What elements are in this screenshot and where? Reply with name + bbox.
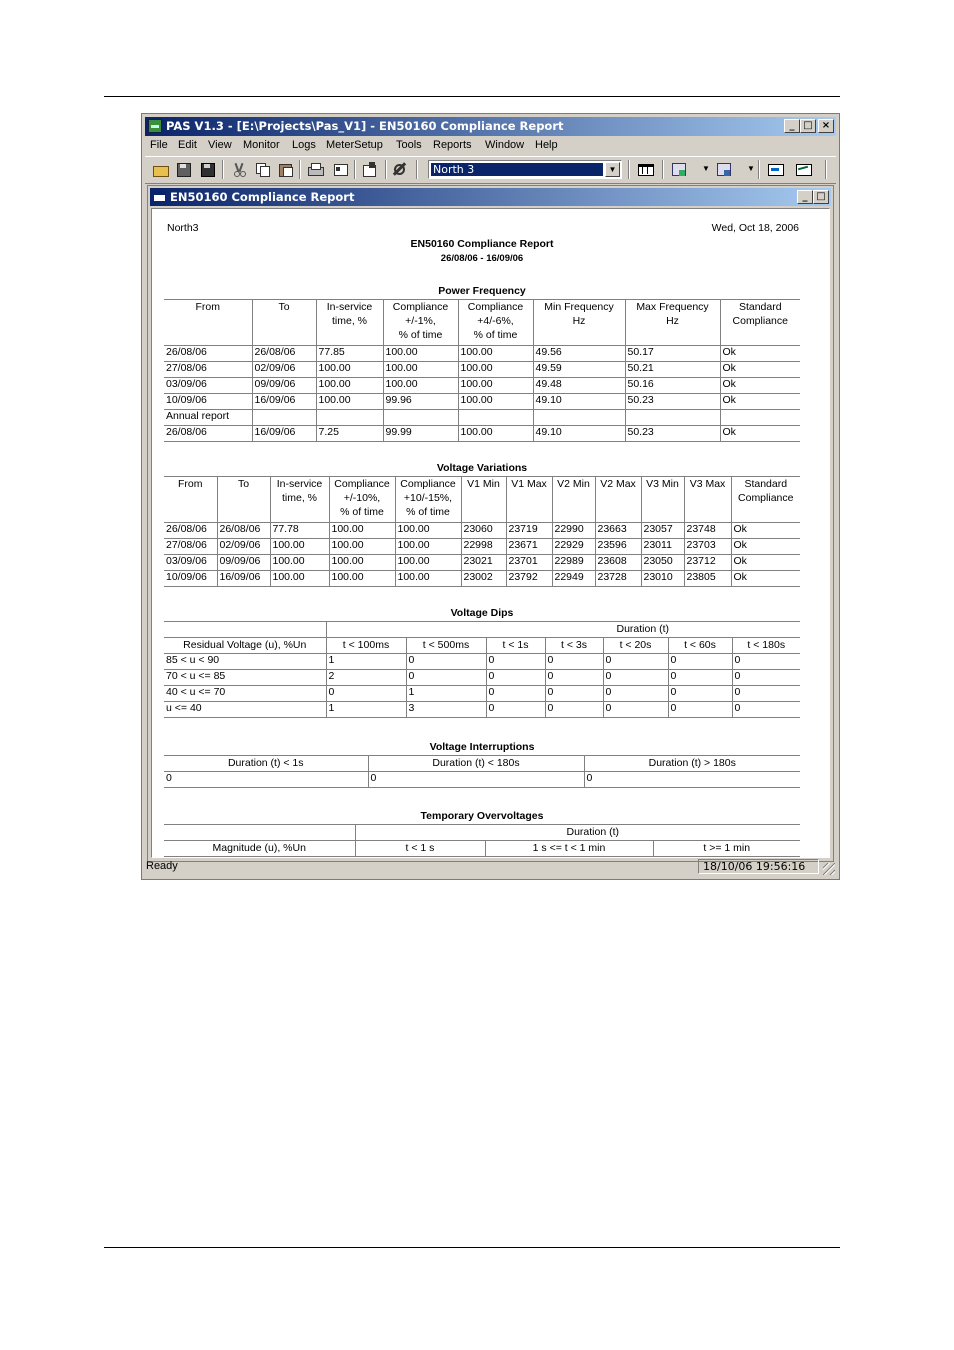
table-cell <box>533 410 625 426</box>
table-cell: 0 <box>668 686 732 702</box>
table-row <box>164 686 800 702</box>
toolbar-separator <box>416 160 418 179</box>
table-cell: 50.16 <box>625 378 720 394</box>
waveform-icon[interactable] <box>767 161 784 177</box>
cut-icon[interactable] <box>231 161 248 177</box>
vv-col-v1-max: V1 Max <box>506 477 552 523</box>
table-cell: 23010 <box>641 571 684 587</box>
vv-col-from: From <box>164 477 217 523</box>
table-cell: 100.00 <box>316 362 383 378</box>
dropdown-arrow-icon[interactable]: ▼ <box>747 164 755 173</box>
menu-edit[interactable]: Edit <box>178 139 197 151</box>
print-preview-icon[interactable] <box>332 161 349 177</box>
table-cell: 100.00 <box>458 346 533 362</box>
table-cell: 0 <box>545 654 603 670</box>
table-cell: 03/09/06 <box>164 378 252 394</box>
table-cell: 26/08/06 <box>164 426 252 442</box>
voltage-interruptions-table <box>164 755 800 788</box>
table-cell: 99.96 <box>383 394 458 410</box>
toolbar-separator <box>222 160 224 179</box>
dips-col-180s: t < 180s <box>732 638 800 654</box>
site-select[interactable] <box>428 160 622 179</box>
table-row <box>164 426 800 442</box>
voltage-variations-title: Voltage Variations <box>436 462 528 474</box>
table-cell: 0 <box>668 702 732 718</box>
table-cell: 16/09/06 <box>252 394 316 410</box>
child-title: EN50160 Compliance Report <box>170 190 355 204</box>
table-cell: Ok <box>731 523 800 539</box>
table-cell: 0 <box>732 686 800 702</box>
dips-group-blank <box>164 622 326 638</box>
table-cell: 2 <box>326 670 406 686</box>
table-cell: 70 < u <= 85 <box>164 670 326 686</box>
table-cell: u <= 40 <box>164 702 326 718</box>
app-title-bar[interactable] <box>145 117 836 136</box>
table-cell: 0 <box>668 654 732 670</box>
table-cell: 1 <box>326 702 406 718</box>
pf-col-inservice: In-service time, % <box>316 300 383 346</box>
table-cell: 100.00 <box>383 362 458 378</box>
table-cell: 100.00 <box>458 378 533 394</box>
table-row <box>164 362 800 378</box>
table-cell: 40 < u <= 70 <box>164 686 326 702</box>
table-cell: 0 <box>486 654 545 670</box>
table-row <box>164 378 800 394</box>
table-cell <box>720 410 800 426</box>
table-cell: 23050 <box>641 555 684 571</box>
pf-col-from: From <box>164 300 252 346</box>
table-cell: 100.00 <box>395 571 461 587</box>
table-cell: Ok <box>720 426 800 442</box>
pf-col-standard: Standard Compliance <box>720 300 800 346</box>
table-cell: 0 <box>603 702 668 718</box>
toolbar-separator <box>758 160 760 179</box>
menu-logs[interactable]: Logs <box>292 139 316 151</box>
page-bottom-rule <box>104 1247 840 1248</box>
table-cell: 23712 <box>684 555 731 571</box>
dips-col-100ms: t < 100ms <box>326 638 406 654</box>
toolbar-separator <box>299 160 301 179</box>
table-cell: 09/09/06 <box>217 555 270 571</box>
table-cell: 0 <box>603 670 668 686</box>
voltage-dips-table <box>164 621 800 718</box>
table-cell: 23060 <box>461 523 506 539</box>
pf-col-compliance-1: Compliance +/-1%, % of time <box>383 300 458 346</box>
toolbar-separator <box>628 160 630 179</box>
maximize-icon[interactable]: □ <box>813 190 829 204</box>
table-row <box>164 394 800 410</box>
report-view[interactable] <box>151 208 830 858</box>
menu-help[interactable]: Help <box>535 139 558 151</box>
tov-duration-group: Duration (t) <box>355 825 800 841</box>
table-row <box>164 772 800 788</box>
close-icon[interactable]: × <box>818 119 834 133</box>
dips-col-500ms: t < 500ms <box>406 638 486 654</box>
table-cell: 22989 <box>552 555 595 571</box>
voltage-interruptions-title: Voltage Interruptions <box>429 741 535 753</box>
table-row <box>164 571 800 587</box>
table-cell: 23728 <box>595 571 641 587</box>
table-cell: 100.00 <box>316 378 383 394</box>
temporary-overvoltages-table <box>164 824 800 857</box>
app-title: PAS V1.3 - [E:\Projects\Pas_V1] - EN50160 Compliance Report <box>166 119 564 133</box>
menu-tools[interactable]: Tools <box>396 139 422 151</box>
table-cell: 16/09/06 <box>217 571 270 587</box>
paste-icon[interactable] <box>277 161 294 177</box>
table-cell: Ok <box>731 539 800 555</box>
report-title: EN50160 Compliance Report <box>410 238 554 250</box>
power-frequency-title: Power Frequency <box>438 285 526 297</box>
power-frequency-table <box>164 299 800 442</box>
table-cell: 26/08/06 <box>164 523 217 539</box>
download-icon[interactable] <box>716 161 733 177</box>
table-cell: 23701 <box>506 555 552 571</box>
save-all-icon[interactable] <box>199 161 216 177</box>
toolbar-separator <box>385 160 387 179</box>
menu-file[interactable]: File <box>150 139 168 151</box>
table-cell: 23671 <box>506 539 552 555</box>
table-cell: Ok <box>720 394 800 410</box>
tov-col-1s-1min: 1 s <= t < 1 min <box>485 841 653 857</box>
table-cell: Ok <box>720 346 800 362</box>
open-folder-icon[interactable] <box>152 161 169 177</box>
upload-icon[interactable] <box>671 161 688 177</box>
vv-col-compliance-1015: Compliance +10/-15%, % of time <box>395 477 461 523</box>
dips-body <box>164 654 800 718</box>
dips-col-20s: t < 20s <box>603 638 668 654</box>
dips-duration-group: Duration (t) <box>326 622 800 638</box>
vv-col-v2-min: V2 Min <box>552 477 595 523</box>
table-cell: 22998 <box>461 539 506 555</box>
table-cell: 23596 <box>595 539 641 555</box>
dropdown-arrow-icon[interactable]: ▼ <box>702 164 710 173</box>
table-cell: 100.00 <box>329 555 395 571</box>
int-col-over-180s: Duration (t) > 180s <box>584 756 800 772</box>
table-cell: 100.00 <box>458 362 533 378</box>
menu-view[interactable]: View <box>208 139 232 151</box>
tov-group-blank <box>164 825 355 841</box>
dips-col-60s: t < 60s <box>668 638 732 654</box>
table-cell: 100.00 <box>329 571 395 587</box>
report-child-window <box>147 185 834 862</box>
table-cell: 23002 <box>461 571 506 587</box>
table-cell <box>252 410 316 426</box>
chevron-down-icon[interactable]: ▼ <box>605 162 620 177</box>
int-col-1s: Duration (t) < 1s <box>164 756 368 772</box>
menu-reports[interactable]: Reports <box>433 139 472 151</box>
table-cell: 49.56 <box>533 346 625 362</box>
menu-window[interactable]: Window <box>485 139 525 151</box>
table-cell: 09/09/06 <box>252 378 316 394</box>
tov-col-under-1s: t < 1 s <box>355 841 485 857</box>
table-row <box>164 702 800 718</box>
table-cell: 50.23 <box>625 426 720 442</box>
table-row <box>164 346 800 362</box>
table-cell: 3 <box>406 702 486 718</box>
table-cell: 49.48 <box>533 378 625 394</box>
table-cell: 77.85 <box>316 346 383 362</box>
table-cell: 77.78 <box>270 523 329 539</box>
table-cell: 23021 <box>461 555 506 571</box>
table-cell: 100.00 <box>329 539 395 555</box>
table-cell: 100.00 <box>458 426 533 442</box>
toolbar-separator <box>662 160 664 179</box>
table-cell: 100.00 <box>329 523 395 539</box>
status-bar <box>145 858 836 876</box>
table-cell: 23719 <box>506 523 552 539</box>
trend-icon[interactable] <box>795 161 812 177</box>
dips-col-3s: t < 3s <box>545 638 603 654</box>
table-cell: 1 <box>406 686 486 702</box>
status-clock: 18/10/06 19:56:16 <box>698 859 819 874</box>
table-cell: 03/09/06 <box>164 555 217 571</box>
menu-metersetup[interactable]: MeterSetup <box>326 139 383 151</box>
table-cell: Ok <box>720 362 800 378</box>
table-cell: 50.21 <box>625 362 720 378</box>
table-cell: Ok <box>731 555 800 571</box>
toolbar-separator <box>825 160 827 179</box>
table-cell: 0 <box>603 654 668 670</box>
report-period: 26/08/06 - 16/09/06 <box>440 253 524 264</box>
table-cell: 22929 <box>552 539 595 555</box>
table-cell: 26/08/06 <box>217 523 270 539</box>
table-cell <box>625 410 720 426</box>
vv-col-v3-min: V3 Min <box>641 477 684 523</box>
table-cell: 100.00 <box>383 346 458 362</box>
table-cell: 0 <box>668 670 732 686</box>
report-window-icon <box>153 191 166 202</box>
table-cell: 49.10 <box>533 394 625 410</box>
toolbar-separator <box>354 160 356 179</box>
table-cell <box>383 410 458 426</box>
menu-monitor[interactable]: Monitor <box>243 139 280 151</box>
table-cell: 100.00 <box>270 539 329 555</box>
table-cell: 26/08/06 <box>252 346 316 362</box>
vv-col-v1-min: V1 Min <box>461 477 506 523</box>
vv-col-v3-max: V3 Max <box>684 477 731 523</box>
table-row <box>164 555 800 571</box>
table-cell: 0 <box>164 772 368 788</box>
table-cell: 49.10 <box>533 426 625 442</box>
table-cell: 0 <box>545 686 603 702</box>
pas-app-icon <box>148 119 162 133</box>
table-cell: 100.00 <box>395 523 461 539</box>
dips-col-1s: t < 1s <box>486 638 545 654</box>
status-text: Ready <box>146 860 178 872</box>
tov-col-magnitude: Magnitude (u), %Un <box>164 841 355 857</box>
properties-icon[interactable] <box>361 161 378 177</box>
table-cell: 0 <box>732 702 800 718</box>
maximize-icon[interactable]: □ <box>800 119 816 133</box>
table-cell: 16/09/06 <box>252 426 316 442</box>
table-cell: 50.23 <box>625 394 720 410</box>
site-select-value: North 3 <box>431 163 603 176</box>
table-cell: 23748 <box>684 523 731 539</box>
table-cell: 100.00 <box>458 394 533 410</box>
table-cell: 10/09/06 <box>164 394 252 410</box>
table-cell: 23703 <box>684 539 731 555</box>
print-icon[interactable] <box>307 161 324 177</box>
page-top-rule <box>104 96 840 97</box>
table-cell: 100.00 <box>270 571 329 587</box>
table-cell: 7.25 <box>316 426 383 442</box>
table-cell: 50.17 <box>625 346 720 362</box>
table-cell: 0 <box>486 686 545 702</box>
table-cell: 0 <box>406 654 486 670</box>
table-cell: Ok <box>720 378 800 394</box>
table-cell: 0 <box>584 772 800 788</box>
table-cell: Annual report <box>164 410 252 426</box>
table-cell: 100.00 <box>395 555 461 571</box>
data-table-icon[interactable] <box>637 161 654 177</box>
temporary-overvoltages-title: Temporary Overvoltages <box>420 810 544 822</box>
table-cell: 10/09/06 <box>164 571 217 587</box>
vv-body <box>164 523 800 587</box>
table-cell: 0 <box>545 670 603 686</box>
int-body <box>164 772 800 788</box>
pf-col-min-frequency: Min Frequency Hz <box>533 300 625 346</box>
minimize-icon[interactable]: _ <box>784 119 800 133</box>
table-cell: 100.00 <box>270 555 329 571</box>
table-cell: 100.00 <box>316 394 383 410</box>
table-cell: 0 <box>545 702 603 718</box>
menu-bar <box>145 137 836 155</box>
pas-app-window <box>141 113 840 880</box>
table-cell: 23663 <box>595 523 641 539</box>
table-cell: 27/08/06 <box>164 539 217 555</box>
table-cell: 23792 <box>506 571 552 587</box>
table-row <box>164 670 800 686</box>
table-cell: 0 <box>486 670 545 686</box>
table-cell: 0 <box>603 686 668 702</box>
table-cell: 22949 <box>552 571 595 587</box>
resize-grip-icon[interactable] <box>823 863 835 875</box>
voltage-variations-table <box>164 476 800 587</box>
table-cell: Ok <box>731 571 800 587</box>
table-cell <box>458 410 533 426</box>
tov-col-over-1min: t >= 1 min <box>653 841 800 857</box>
main-toolbar <box>145 156 836 184</box>
table-cell: 0 <box>368 772 584 788</box>
report-site: North3 <box>167 222 199 234</box>
table-cell: 27/08/06 <box>164 362 252 378</box>
table-cell: 02/09/06 <box>217 539 270 555</box>
vv-col-standard: Standard Compliance <box>731 477 800 523</box>
table-cell: 49.59 <box>533 362 625 378</box>
table-row <box>164 654 800 670</box>
table-cell: 0 <box>486 702 545 718</box>
voltage-dips-title: Voltage Dips <box>450 607 514 619</box>
table-cell <box>316 410 383 426</box>
vv-col-compliance-10: Compliance +/-10%, % of time <box>329 477 395 523</box>
report-date: Wed, Oct 18, 2006 <box>711 222 799 234</box>
table-cell: 23011 <box>641 539 684 555</box>
pf-body <box>164 346 800 442</box>
pf-col-compliance-46: Compliance +4/-6%, % of time <box>458 300 533 346</box>
save-icon[interactable] <box>175 161 192 177</box>
table-cell: 0 <box>326 686 406 702</box>
table-cell: 23608 <box>595 555 641 571</box>
table-cell: 100.00 <box>395 539 461 555</box>
table-row <box>164 410 800 426</box>
pf-col-to: To <box>252 300 316 346</box>
table-row <box>164 539 800 555</box>
copy-icon[interactable] <box>254 161 271 177</box>
int-col-180s: Duration (t) < 180s <box>368 756 584 772</box>
vv-col-inservice: In-service time, % <box>270 477 329 523</box>
table-cell: 0 <box>732 670 800 686</box>
child-title-bar[interactable] <box>150 188 831 206</box>
vv-col-to: To <box>217 477 270 523</box>
table-cell: 85 < u < 90 <box>164 654 326 670</box>
table-cell: 0 <box>406 670 486 686</box>
vv-col-v2-max: V2 Max <box>595 477 641 523</box>
table-cell: 02/09/06 <box>252 362 316 378</box>
table-cell: 0 <box>732 654 800 670</box>
connect-icon[interactable] <box>392 161 409 177</box>
table-cell: 26/08/06 <box>164 346 252 362</box>
dips-col-residual: Residual Voltage (u), %Un <box>164 638 326 654</box>
table-cell: 22990 <box>552 523 595 539</box>
table-cell: 23805 <box>684 571 731 587</box>
table-cell: 99.99 <box>383 426 458 442</box>
table-cell: 1 <box>326 654 406 670</box>
minimize-icon[interactable]: _ <box>797 190 813 204</box>
pf-col-max-frequency: Max Frequency Hz <box>625 300 720 346</box>
table-cell: 100.00 <box>383 378 458 394</box>
table-cell: 23057 <box>641 523 684 539</box>
table-row <box>164 523 800 539</box>
